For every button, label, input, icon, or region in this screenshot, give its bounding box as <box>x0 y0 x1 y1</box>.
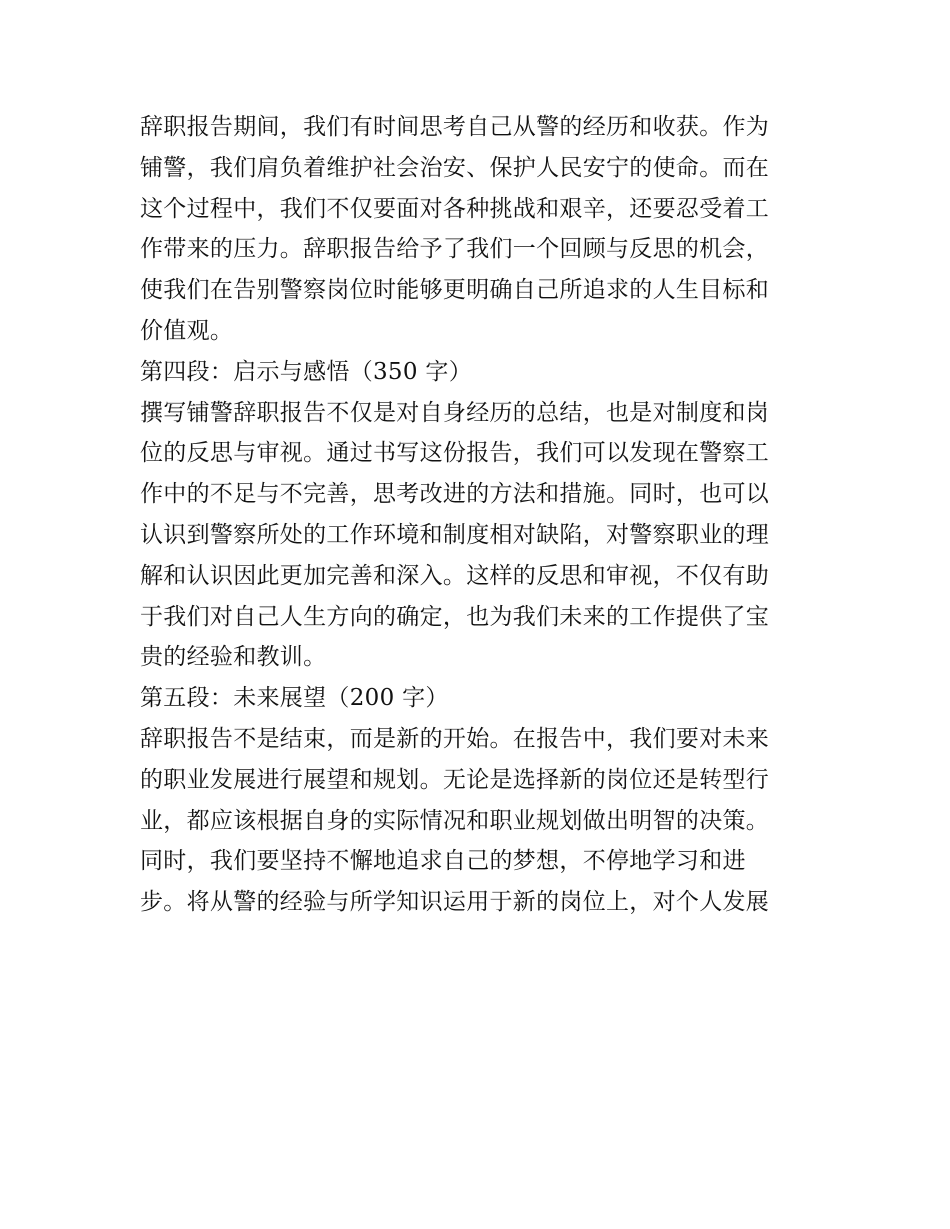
section-heading-4: 第四段：启示与感悟（350 字） <box>140 358 473 385</box>
paragraph-line: 于我们对自己人生方向的确定，也为我们未来的工作提供了宝 <box>140 603 770 630</box>
paragraph-line: 作带来的压力。辞职报告给予了我们一个回顾与反思的机会， <box>140 236 770 263</box>
paragraph-line: 使我们在告别警察岗位时能够更明确自己所追求的人生目标和 <box>140 277 770 304</box>
paragraph-line: 的职业发展进行展望和规划。无论是选择新的岗位还是转型行 <box>140 766 770 793</box>
paragraph-line: 作中的不足与不完善，思考改进的方法和措施。同时，也可以 <box>140 481 770 508</box>
paragraph-line: 业，都应该根据自身的实际情况和职业规划做出明智的决策。 <box>140 807 770 834</box>
paragraph-line: 辞职报告期间，我们有时间思考自己从警的经历和收获。作为 <box>140 114 770 140</box>
section-heading-5: 第五段：未来展望（200 字） <box>140 685 449 712</box>
paragraph-line: 辞职报告不是结束，而是新的开始。在报告中，我们要对未来 <box>140 725 770 752</box>
paragraph-line: 铺警，我们肩负着维护社会治安、保护人民安宁的使命。而在 <box>140 154 770 181</box>
document-body <box>140 107 820 923</box>
paragraph-line: 这个过程中，我们不仅要面对各种挑战和艰辛，还要忍受着工 <box>140 195 770 222</box>
paragraph-line: 撰写铺警辞职报告不仅是对自身经历的总结，也是对制度和岗 <box>140 399 770 426</box>
paragraph-line: 贵的经验和教训。 <box>140 644 327 671</box>
paragraph-line: 同时，我们要坚持不懈地追求自己的梦想，不停地学习和进 <box>140 848 746 875</box>
paragraph-line: 认识到警察所处的工作环境和制度相对缺陷，对警察职业的理 <box>140 521 770 548</box>
paragraph-line: 步。将从警的经验与所学知识运用于新的岗位上，对个人发展 <box>140 889 770 916</box>
paragraph-line: 价值观。 <box>140 317 234 344</box>
paragraph-line: 位的反思与审视。通过书写这份报告，我们可以发现在警察工 <box>140 440 770 467</box>
paragraph-line: 解和认识因此更加完善和深入。这样的反思和审视，不仅有助 <box>140 562 770 589</box>
